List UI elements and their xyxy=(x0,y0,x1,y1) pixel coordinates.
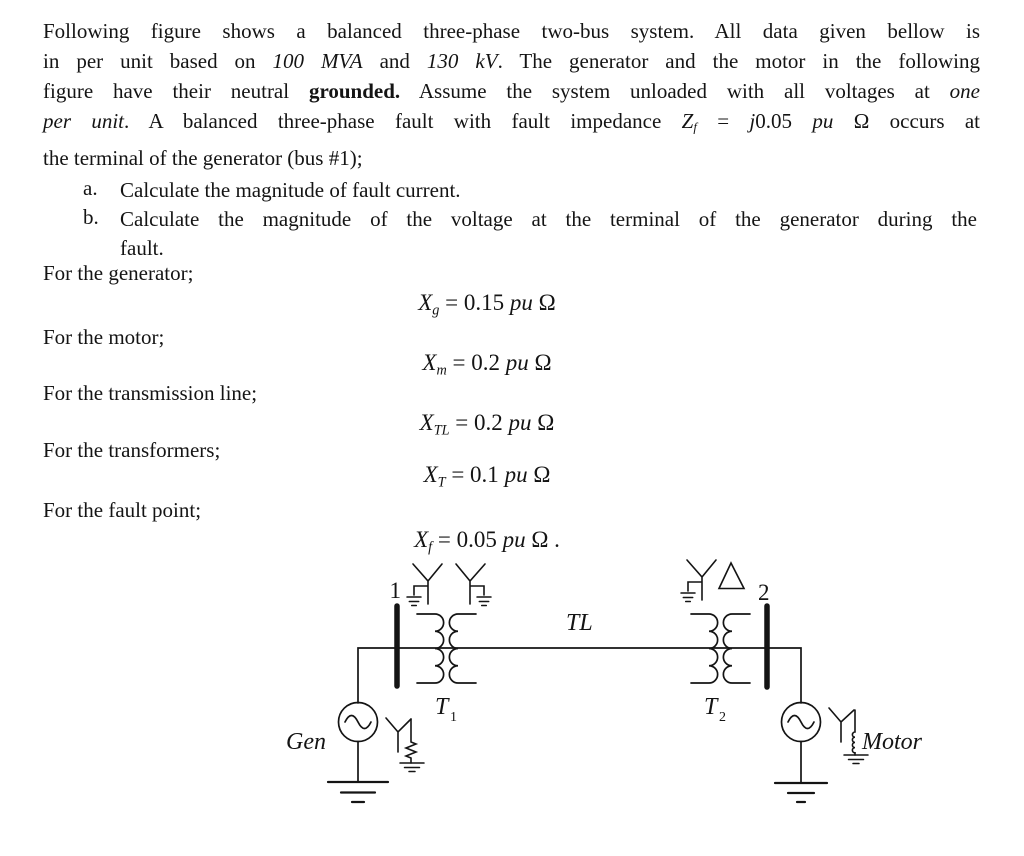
text-line xyxy=(43,46,980,76)
tl-label: TL xyxy=(566,610,593,636)
text-segment: = 0.2 xyxy=(449,410,509,435)
circuit-diagram xyxy=(0,556,1024,856)
text-segment: Ω . xyxy=(525,527,560,552)
text-segment: . The generator and the motor in the following xyxy=(497,49,981,73)
delta-icon xyxy=(719,563,744,589)
text-segment: fault. xyxy=(120,236,164,260)
problem-statement xyxy=(43,16,980,173)
text-segment: = 0.2 xyxy=(446,350,506,375)
text-line xyxy=(43,16,980,46)
list-marker-b: b. xyxy=(83,205,99,229)
t1-label-sub: 1 xyxy=(450,710,457,725)
generator-symbol xyxy=(328,703,388,803)
t1-label: T xyxy=(435,694,449,720)
text-line xyxy=(120,176,977,205)
text-segment: X xyxy=(419,410,434,435)
main-line xyxy=(358,648,801,703)
bus1-label: 1 xyxy=(389,578,401,603)
motor-symbol xyxy=(775,703,827,803)
text-segment: Ω xyxy=(528,350,552,375)
text-segment: pu xyxy=(508,410,532,435)
gen-label: Gen xyxy=(286,729,326,755)
text-segment: T xyxy=(437,474,446,491)
text-segment: Ω xyxy=(531,410,555,435)
list-item-b xyxy=(83,205,977,263)
equation-xt xyxy=(0,462,974,495)
text-segment: f xyxy=(693,120,697,135)
text-segment: 130 kV xyxy=(426,49,498,73)
text-segment: grounded. xyxy=(308,79,401,103)
ground-icon xyxy=(775,783,827,802)
text-segment: pu xyxy=(505,350,529,375)
text-segment: X xyxy=(418,290,433,315)
text-segment: and xyxy=(362,49,427,73)
text-line xyxy=(43,143,980,173)
text-segment: Assume the system unloaded with all voltages at xyxy=(400,79,950,103)
text-line xyxy=(43,106,980,143)
list-item-a-text xyxy=(120,176,977,205)
t2-label-sub: 2 xyxy=(719,710,726,725)
equation-xm xyxy=(0,350,974,383)
sine-wave-icon xyxy=(788,716,814,729)
text-segment: per unit xyxy=(43,109,125,133)
t2-label: T xyxy=(704,694,718,720)
text-segment: Ω occurs at xyxy=(833,109,981,133)
motor-label: Motor xyxy=(862,729,922,755)
list-item-b-text xyxy=(120,205,977,263)
text-segment: Following figure shows a balanced three-phase two-bus system. All data given bellow is xyxy=(43,19,980,43)
text-segment: = 0.1 xyxy=(445,462,505,487)
text-line xyxy=(43,76,980,106)
wye-ground-icon xyxy=(456,564,491,606)
section-label-fault-point: For the fault point; xyxy=(43,498,202,522)
text-segment: 0.05 xyxy=(755,109,813,133)
text-segment: X xyxy=(422,350,437,375)
text-segment: pu xyxy=(504,462,528,487)
text-segment: pu xyxy=(502,527,526,552)
text-line xyxy=(120,205,977,234)
text-line xyxy=(120,234,977,263)
text-segment: figure have their neutral xyxy=(43,79,309,103)
text-segment: f xyxy=(428,539,433,556)
text-segment: = xyxy=(696,109,750,133)
gen-neutral-ground-icon xyxy=(386,718,424,772)
text-segment: pu xyxy=(509,290,533,315)
bus2-label: 2 xyxy=(758,580,770,605)
text-segment: one xyxy=(949,79,980,103)
text-segment: X xyxy=(414,527,429,552)
text-segment: the terminal of the generator (bus #1); xyxy=(43,145,363,170)
section-label-transformers: For the transformers; xyxy=(43,438,221,462)
text-segment: = 0.05 xyxy=(432,527,503,552)
text-segment: . A balanced three-phase fault with fault impedance xyxy=(124,109,682,133)
text-segment: pu xyxy=(812,109,834,133)
ground-icon xyxy=(328,782,388,802)
text-segment: TL xyxy=(433,422,450,439)
sine-wave-icon xyxy=(345,716,371,729)
wye-ground-icon xyxy=(407,564,442,606)
text-segment: X xyxy=(423,462,438,487)
text-segment: Calculate the magnitude of the voltage at the terminal of the generator during the xyxy=(120,207,977,231)
equation-xg xyxy=(0,290,974,323)
text-segment: Calculate the magnitude of fault current. xyxy=(120,178,461,202)
list-item-a xyxy=(83,176,977,205)
text-segment: 100 MVA xyxy=(272,49,363,73)
text-segment: m xyxy=(436,362,447,379)
text-segment: j xyxy=(749,109,756,133)
section-label-generator: For the generator; xyxy=(43,261,194,285)
wye-ground-icon xyxy=(681,560,716,602)
section-label-transmission-line: For the transmission line; xyxy=(43,381,258,405)
list-marker-a: a. xyxy=(83,176,98,200)
text-segment: g xyxy=(432,302,440,319)
section-label-motor: For the motor; xyxy=(43,325,165,349)
text-segment: in per unit based on xyxy=(43,49,273,73)
text-segment: = 0.15 xyxy=(439,290,510,315)
text-segment: Z xyxy=(681,109,694,133)
text-segment: Ω xyxy=(532,290,556,315)
text-segment: Ω xyxy=(527,462,551,487)
